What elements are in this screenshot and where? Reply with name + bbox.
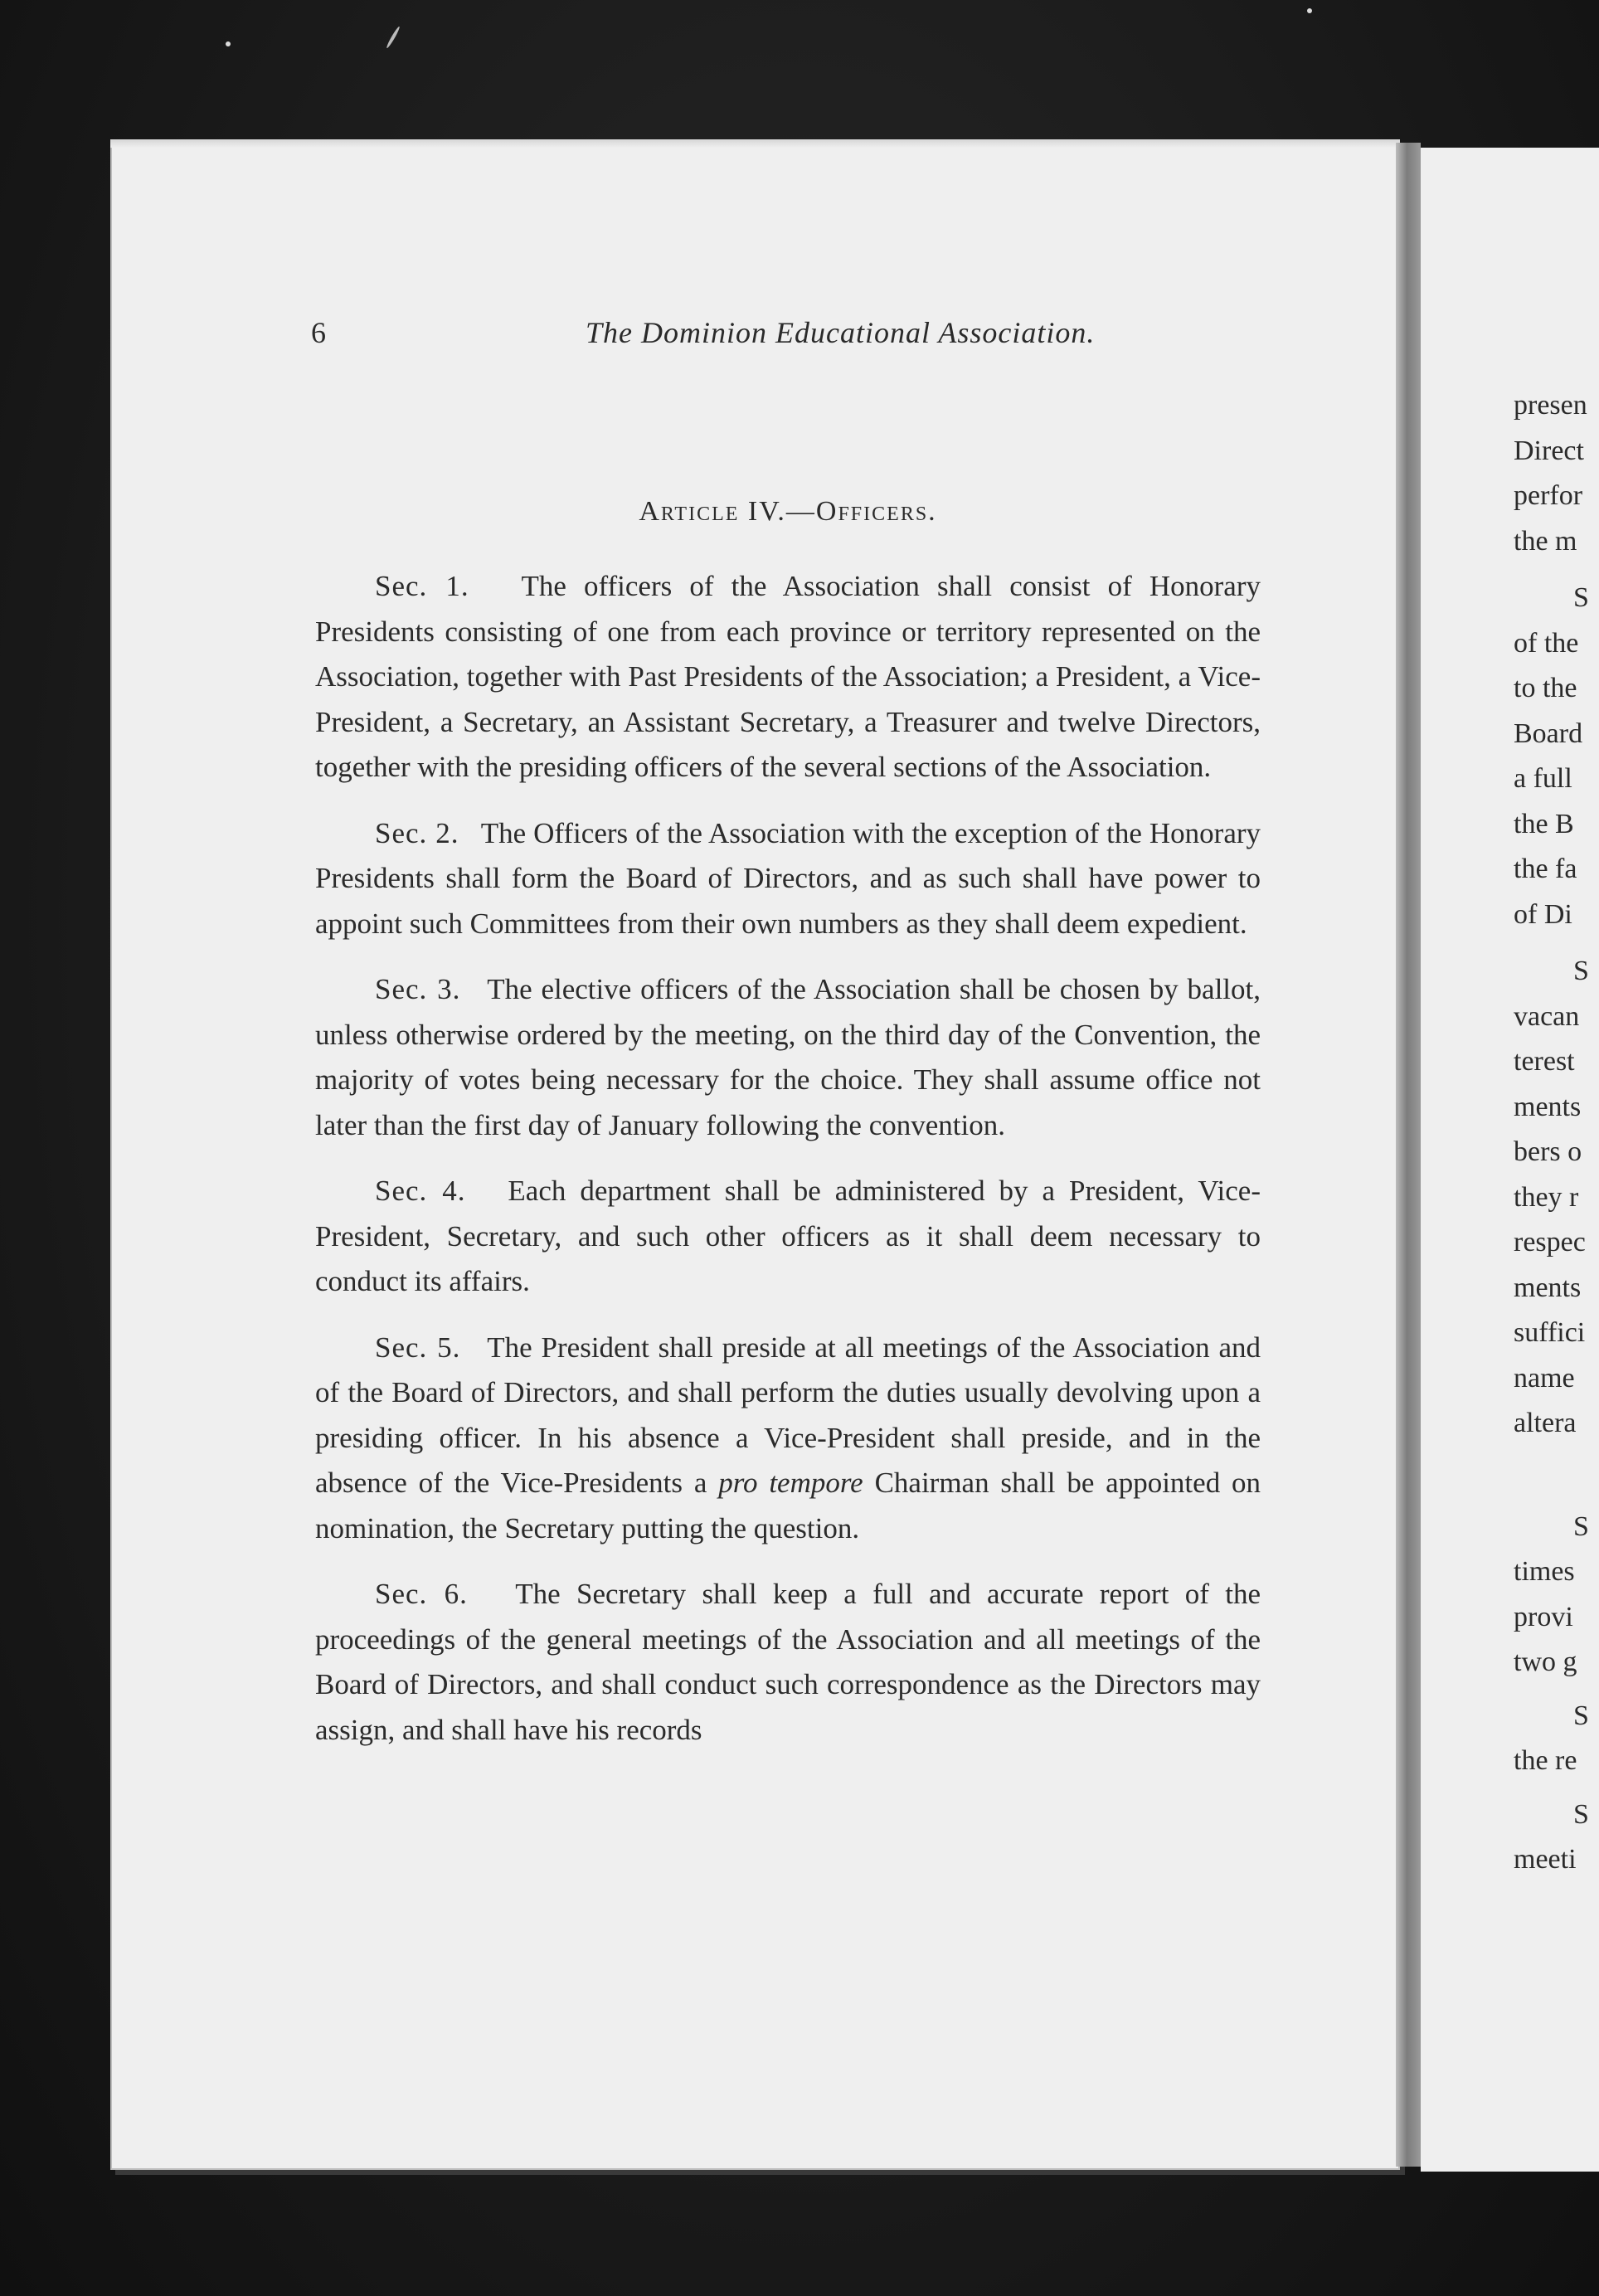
right-line: the re xyxy=(1514,1745,1577,1776)
page-number: 6 xyxy=(311,316,326,349)
section-text: Chairman shall be appointed on nomination, the Secretary putting the question. xyxy=(315,1467,1261,1544)
right-line: vacan xyxy=(1514,1000,1580,1032)
dust-speck xyxy=(226,41,231,46)
right-line: perfor xyxy=(1514,480,1583,511)
section-label: Sec. 4. xyxy=(375,1175,466,1207)
section-label: Sec. 3. xyxy=(375,973,461,1005)
right-line: altera xyxy=(1514,1408,1577,1438)
right-line xyxy=(1514,1447,1599,1505)
right-line: Board xyxy=(1514,718,1583,749)
right-line: meeti xyxy=(1514,1844,1577,1875)
section-paragraph xyxy=(315,1572,1261,1753)
right-line: respec xyxy=(1514,1227,1586,1257)
section-label: Sec. 5. xyxy=(375,1330,461,1364)
right-line: bers o xyxy=(1514,1136,1582,1167)
right-line: to the xyxy=(1514,673,1577,703)
right-line: they r xyxy=(1514,1181,1579,1213)
section-paragraph xyxy=(315,1169,1261,1305)
right-line: S xyxy=(1573,1700,1589,1731)
right-line: times xyxy=(1514,1556,1575,1587)
right-line: the m xyxy=(1514,525,1577,557)
right-line: name xyxy=(1514,1362,1575,1394)
running-title: The Dominion Educational Association. xyxy=(586,316,1096,349)
section-label: Sec. 2. xyxy=(375,816,459,849)
book-gutter xyxy=(1396,143,1421,2167)
dust-speck xyxy=(1307,8,1312,13)
italic-phrase: pro tempore xyxy=(718,1467,863,1499)
right-line: S xyxy=(1573,1798,1589,1830)
right-line: S xyxy=(1573,582,1589,613)
right-line: provi xyxy=(1514,1601,1573,1632)
right-line: terest xyxy=(1514,1046,1575,1077)
right-line: the fa xyxy=(1514,854,1577,884)
section-label: Sec. 6. xyxy=(375,1578,468,1610)
section-text: Each department shall be administered by a President, Vice-President, Secretary, and such other officers as it shall deem necessary to conduct its affairs. xyxy=(315,1175,1261,1297)
right-line: ments xyxy=(1514,1091,1582,1122)
section-text: The Officers of the Association with the exception of the Honorary Presidents shall form the Board of Directors, and as such shall have power to appoint such Committees from their own numbers as they shall deem expedient. xyxy=(315,816,1261,940)
right-page-text xyxy=(1514,383,1599,1883)
article-heading: Article IV.—Officers. xyxy=(639,496,937,527)
article-body xyxy=(315,564,1261,1773)
section-text: The President shall preside at all meetings of the Association and of the Board of Directors, and shall perform the duties usually devolving upon a presiding officer. In his absence a Vice-President shall preside, and in the absence of the Vice-Presidents a xyxy=(315,1330,1261,1499)
right-line: the B xyxy=(1514,808,1574,839)
right-line: a full xyxy=(1514,763,1572,794)
section-paragraph xyxy=(315,811,1261,947)
right-line: ments xyxy=(1514,1272,1582,1303)
right-line: suffici xyxy=(1514,1317,1586,1348)
right-line: of Di xyxy=(1514,898,1572,930)
section-paragraph xyxy=(315,967,1261,1148)
section-text: The officers of the Association shall consist of Honorary Presidents consisting of one from each province or territory represented on the Association, together with Past Presidents of the Association; a President, a Vice-President, a Secretary, an Assistant Secretary, a Treasurer and twelve Directors, together with the presiding officers of the several sections of the Association. xyxy=(315,570,1261,783)
right-line: S xyxy=(1573,956,1589,986)
section-paragraph xyxy=(315,1326,1261,1552)
section-paragraph xyxy=(315,564,1261,790)
section-text: The Secretary shall keep a full and accurate report of the proceedings of the general meetings of the Association and all meetings of the Board of Directors, and shall conduct such correspondence as the Directors may assign, and shall have his records xyxy=(315,1578,1261,1746)
right-line: presen xyxy=(1514,390,1587,421)
section-label: Sec. 1. xyxy=(375,570,469,602)
right-line: of the xyxy=(1514,627,1579,659)
right-line: two g xyxy=(1514,1647,1577,1677)
right-line: Direct xyxy=(1514,435,1584,466)
right-line: S xyxy=(1573,1510,1589,1542)
section-text: The elective officers of the Association shall be chosen by ballot, unless otherwise ordered by the meeting, on the third day of the Convention, the majority of votes being necessary for the choice. They shall assume office not later than the first day of January following the convention. xyxy=(315,973,1261,1141)
page-header xyxy=(202,307,1280,357)
